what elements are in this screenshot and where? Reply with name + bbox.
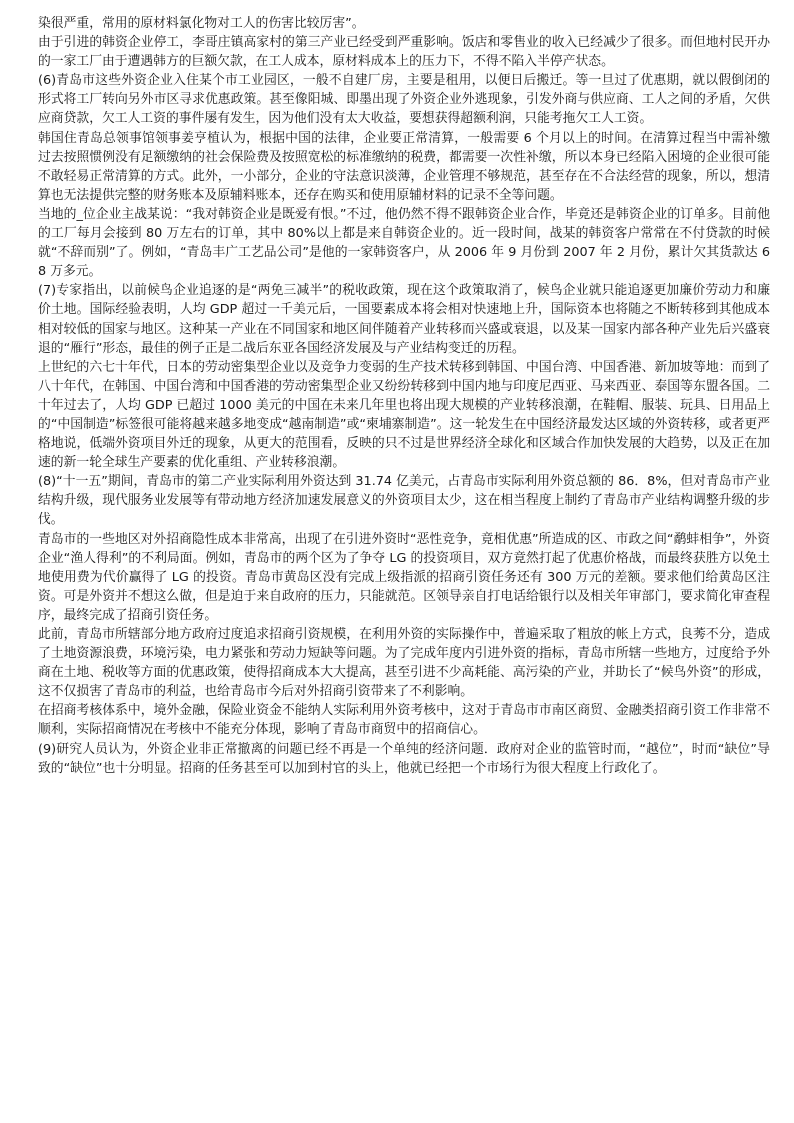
paragraph-5: 当地的_位企业主战某说：“我对韩资企业是既爱有恨。”不过，他仍然不得不跟韩资企业合作，毕竟还是韩资企业的订单多。目前他的工厂每月会接到 80 万左右的订单，其中 80%以上都是来自韩资企业的。近一段时间，战某的韩资客户常常在不付贷款的时候就“不辞而别”了。例如，“青岛丰广工艺品公司”是他的一家韩资客户，从 2006 年 9 月份到 2007 年 2 月份，累计欠其货款达 68 万多元。 [38, 206, 770, 280]
paragraph-3: (6)青岛市这些外资企业入住某个市工业园区，一般不自建厂房，主要是租用，以便日后搬迁。等一旦过了优惠期，就以假倒闭的形式将工厂转向另外市区寻求优惠政策。甚至像阳城、即墨出现了外资企业外逃现象，引发外商与供应商、工人之间的矛盾，欠供应商贷款，欠工人工资的事件屡有发生，因为他们没有太大收益，要想获得超额利润，只能考拖欠工人工资。 [38, 73, 770, 127]
paragraph-12: (9)研究人员认为，外资企业非正常撤离的问题已经不再是一个单纯的经济问题．政府对企业的监管时而，“越位”，时而“缺位”导致的“缺位”也十分明显。招商的任务甚至可以加到村官的头上，他就已经把一个市场行为很大程度上行政化了。 [38, 741, 770, 776]
paragraph-4: 韩国住青岛总领事馆领事姜亨植认为，根据中国的法律，企业要正常清算，一般需要 6 个月以上的时间。在清算过程当中需补缴过去按照惯例没有足额缴纳的社会保险费及按照宽松的标准缴纳的税费，都需要一次性补缴，所以本身已经陷入困境的企业很可能不敢轻易正常清算的方式。此外，一小部分，企业的守法意识淡薄，企业管理不够规范，甚至存在不合法经营的现象，所以，想清算也无法提供完整的财务账本及原辅料账本，还存在购买和使用原辅材料的记录不全等问题。 [38, 130, 770, 203]
paragraph-9: 青岛市的一些地区对外招商隐性成本非常高，出现了在引进外资时“恶性竞争，竟相优惠”所造成的区、市政之间“鹬蚌相争”，外资企业“渔人得利”的不利局面。例如，青岛市的两个区为了争夺 LG 的投资项目，双方竟然打起了优惠价格战，而最终获胜方以免土地使用费为代价赢得了 LG 的投资。青岛市黄岛区没有完成上级指派的招商引资任务还有 300 万元的差额。要求他们给黄岛区注资。可是外资并不想这么做，但是迫于来自政府的压力，只能就范。区领导亲自打电话给银行以及相关年审部门，要求简化审查程序，最终完成了招商引资任务。 [38, 531, 770, 623]
paragraph-6: (7)专家指出，以前候鸟企业追逐的是“两免三减半”的税收政策，现在这个政策取消了，候鸟企业就只能追逐更加廉价劳动力和廉价土地。国际经验表明，人均 GDP 超过一千美元后，一国要素成本将会相对快速地上升，国际资本也将随之不断转移到其他成本相对较低的国家与地区。这种某一产业在不同国家和地区间伴随着产业转移而兴盛或衰退，以及某一国家内部各种产业先后兴盛衰退的“雁行”形态，最佳的例子正是二战后东亚各国经济发展及与产业结构变迁的历程。 [38, 283, 770, 356]
paragraph-11: 在招商考核体系中，境外金融，保险业资金不能纳人实际利用外资考核中，这对于青岛市市南区商贸、金融类招商引资工作非常不顺利，实际招商情况在考核中不能充分体现，影响了青岛市商贸中的招商信心。 [38, 703, 770, 738]
paragraph-7: 上世纪的六七十年代，日本的劳动密集型企业以及竞争力变弱的生产技术转移到韩国、中国台湾、中国香港、新加坡等地：而到了八十年代，在韩国、中国台湾和中国香港的劳动密集型企业又纷纷转移到中国内地与印度尼西亚、马来西亚、泰国等东盟各国。二十年过去了，人均 GDP 已超过 1000 美元的中国在未来几年里也将出现大规模的产业转移浪潮，在鞋帽、服装、玩具、日用品上的“中国制造”标签很可能将越来越多地变成“越南制造”或“柬埔寨制造”。这一轮发生在中国经济最发达区域的外资转移，或者更严格地说，低端外资项目外迁的现象，从更大的范围看，反映的只不过是世界经济全球化和区域合作加快发展的大趋势，以及正在加速的新一轮全球生产要素的优化重组、产业转移浪潮。 [38, 359, 770, 471]
paragraph-10: 此前，青岛市所辖部分地方政府过度追求招商引资规模，在利用外资的实际操作中，普遍采取了粗放的帐上方式，良莠不分，造成了土地资源浪费，环境污染，电力紧张和劳动力短缺等问题。为了完成年度内引进外资的指标，青岛市所辖一些地方，过度给予外商在土地、税收等方面的优惠政策，使得招商成本大大提高，甚至引进不少高耗能、高污染的产业，并助长了“候鸟外资”的形成，这不仅损害了青岛市的利益，也给青岛市今后对外招商引资带来了不利影响。 [38, 627, 770, 700]
paragraph-1: 染很严重，常用的原材料氯化物对工人的伤害比较厉害”。 [38, 16, 365, 31]
paragraph-8: (8)“十一五”期间，青岛市的第二产业实际利用外资达到 31.74 亿美元，占青岛市实际利用外资总额的 86．8%，但对青岛市产业结构升级，现代服务业发展等有带动地方经济加速发展意义的外资项目太少，这在相当程度上制约了青岛市产业结构调整升级的步伐。 [38, 474, 770, 528]
paragraph-2: 由于引进的韩资企业停工，李哥庄镇高家村的第三产业已经受到严重影响。饭店和零售业的收入已经减少了很多。而但地村民开办的一家工厂由于遭遇韩方的巨额欠款，在工人成本，原材料成本上的压力下，不得不陷入半停产状态。 [38, 35, 770, 70]
